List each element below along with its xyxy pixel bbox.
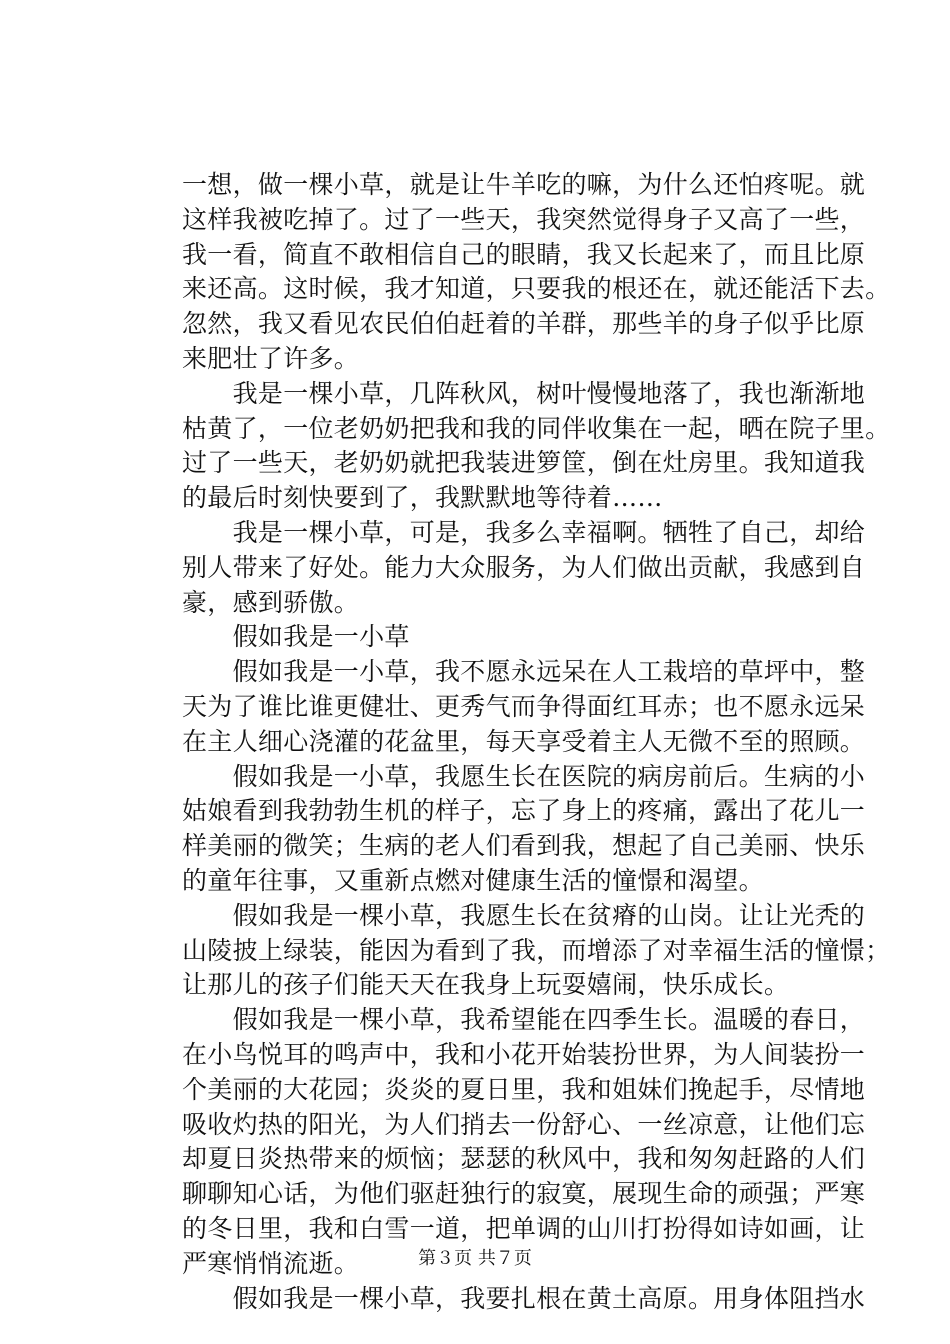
text-line: 假如我是一棵小草，我要扎根在黄土高原。用身体阻挡水 <box>182 1283 866 1313</box>
text-line: 却夏日炎热带来的烦恼；瑟瑟的秋风中，我和匆匆赶路的人们 <box>182 1144 866 1174</box>
text-line: 假如我是一小草，我愿生长在医院的病房前后。生病的小 <box>182 761 866 791</box>
text-line: 我一看，简直不敢相信自己的眼睛，我又长起来了，而且比原 <box>182 239 866 269</box>
text-line: 过了一些天，老奶奶就把我装进箩筐，倒在灶房里。我知道我 <box>182 448 866 478</box>
text-line: 忽然，我又看见农民伯伯赶着的羊群，那些羊的身子似乎比原 <box>182 309 866 339</box>
text-line: 一想，做一棵小草，就是让牛羊吃的嘛，为什么还怕疼呢。就 <box>182 170 866 199</box>
text-line: 在小鸟悦耳的鸣声中，我和小花开始装扮世界，为人间装扮一 <box>182 1039 866 1069</box>
text-line: 来还高。这时候，我才知道，只要我的根还在，就还能活下去。 <box>182 274 891 304</box>
text-line: 严寒悄悄流逝。 <box>182 1248 360 1278</box>
text-line: 吸收灼热的阳光，为人们捎去一份舒心、一丝凉意，让他们忘 <box>182 1109 866 1139</box>
text-line: 的最后时刻快要到了，我默默地等待着…… <box>182 483 663 513</box>
text-line: 样美丽的微笑；生病的老人们看到我，想起了自己美丽、快乐 <box>182 831 866 861</box>
page-footer: 第３页 共７页 <box>418 1248 532 1269</box>
body-text <box>182 168 891 1316</box>
text-line: 豪，感到骄傲。 <box>182 587 360 617</box>
text-line: 假如我是一小草 <box>182 622 410 652</box>
text-line: 假如我是一小草，我不愿永远呆在人工栽培的草坪中，整 <box>182 657 866 687</box>
text-line: 这样我被吃掉了。过了一些天，我突然觉得身子又高了一些， <box>182 204 866 234</box>
text-line: 个美丽的大花园；炎炎的夏日里，我和姐妹们挽起手，尽情地 <box>182 1074 866 1104</box>
text-line: 天为了谁比谁更健壮、更秀气而争得面红耳赤；也不愿永远呆 <box>182 691 866 721</box>
text-line: 来肥壮了许多。 <box>182 343 360 373</box>
text-line: 别人带来了好处。能力大众服务，为人们做出贡献，我感到自 <box>182 552 866 582</box>
text-line: 的冬日里，我和白雪一道，把单调的山川打扮得如诗如画，让 <box>182 1213 866 1243</box>
text-line: 假如我是一棵小草，我希望能在四季生长。温暖的春日， <box>182 1005 866 1035</box>
text-line: 姑娘看到我勃勃生机的样子，忘了身上的疼痛，露出了花儿一 <box>182 796 866 826</box>
text-line: 的童年往事，又重新点燃对健康生活的憧憬和渴望。 <box>182 865 764 895</box>
text-line: 聊聊知心话，为他们驱赶独行的寂寞，展现生命的顽强；严寒 <box>182 1179 866 1209</box>
text-line: 让那儿的孩子们能天天在我身上玩耍嬉闹，快乐成长。 <box>182 970 790 1000</box>
text-line: 在主人细心浇灌的花盆里，每天享受着主人无微不至的照顾。 <box>182 726 866 756</box>
text-line: 枯黄了，一位老奶奶把我和我的同伴收集在一起，晒在院子里。 <box>182 413 891 443</box>
text-line: 我是一棵小草，几阵秋风，树叶慢慢地落了，我也渐渐地 <box>182 378 866 408</box>
text-line: 我是一棵小草，可是，我多么幸福啊。牺牲了自己，却给 <box>182 517 866 547</box>
text-line: 山陵披上绿装，能因为看到了我，而增添了对幸福生活的憧憬； <box>182 935 891 965</box>
text-line: 假如我是一棵小草，我愿生长在贫瘠的山岗。让让光秃的 <box>182 900 866 930</box>
